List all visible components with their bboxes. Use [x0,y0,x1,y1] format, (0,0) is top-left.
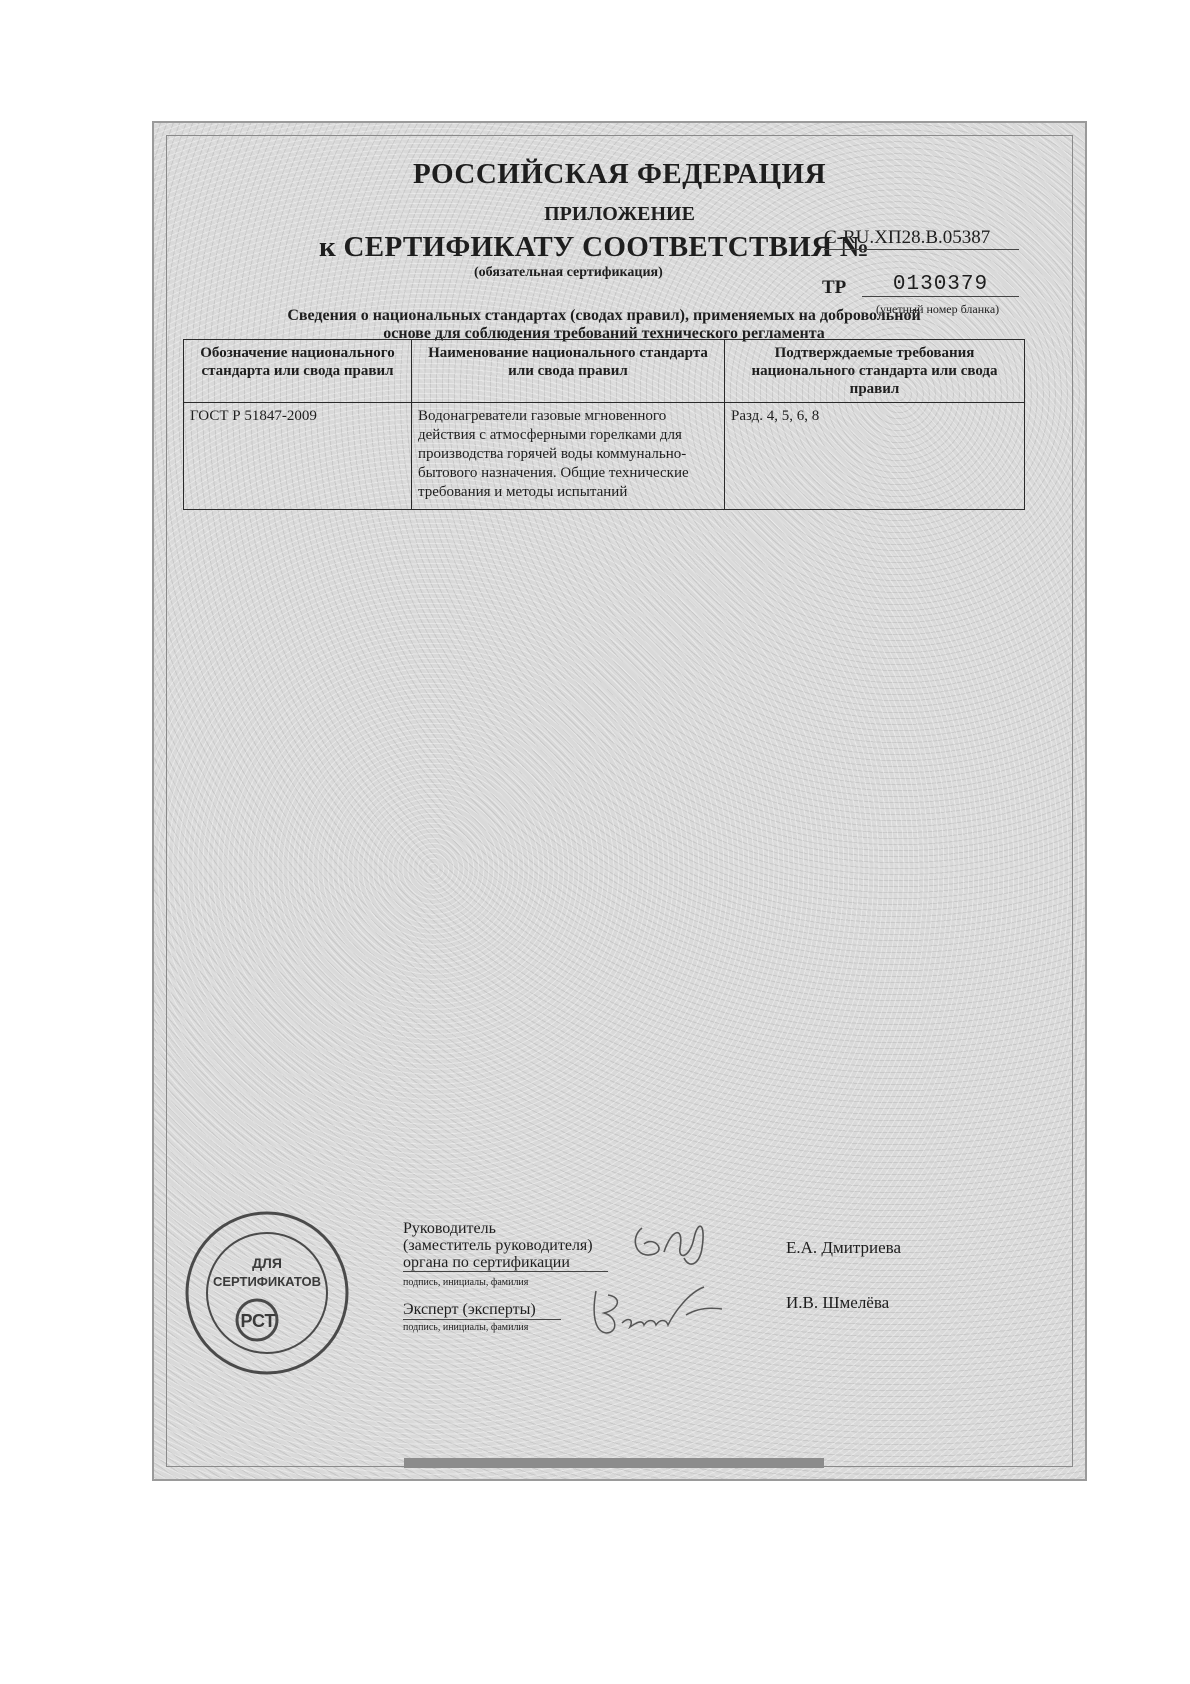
form-number-caption: (учетный номер бланка) [876,302,1000,316]
head-signature-block [403,1220,608,1291]
appendix-title: ПРИЛОЖЕНИЕ [544,203,695,225]
certificate-sheet [152,121,1087,1481]
stamp-text-1: ДЛЯ [252,1255,282,1271]
head-signature-caption: подпись, инициалы, фамилия [403,1277,529,1288]
head-signature-icon [624,1208,734,1273]
table-row [184,403,1025,510]
certificate-number: C-RU.ХП28.В.05387 [824,227,1019,250]
expert-signature-caption: подпись, инициалы, фамилия [403,1322,529,1333]
table-header-row [184,340,1025,403]
head-label-2: (заместитель руководителя) [403,1237,593,1254]
form-number: 0130379 [862,273,1019,297]
tr-label: ТР [822,277,847,298]
certification-type: (обязательная сертификация) [474,265,663,280]
head-label-3: органа по сертификации [403,1254,608,1272]
expert-signature-block [403,1301,561,1333]
expert-signature-icon [584,1273,744,1343]
head-label-1: Руководитель [403,1220,496,1237]
expert-name: И.В. Шмелёва [786,1293,890,1312]
printer-footer-strip [404,1458,824,1468]
header-designation: Обозначение национального стандарта или свода правил [184,340,412,403]
head-name: Е.А. Дмитриева [786,1238,901,1257]
intro-line-1: Сведения о национальных стандартах (сводах правил), применяемых на добровольной [287,307,921,324]
header-requirements: Подтверждаемые требования национального стандарта или свода правил [725,340,1025,403]
country-title: РОССИЙСКАЯ ФЕДЕРАЦИЯ [412,158,827,190]
intro-text [234,307,974,343]
cell-designation: ГОСТ Р 51847-2009 [184,403,412,510]
standards-table [183,339,1025,510]
stamp-logo: РСТ [240,1311,276,1331]
stamp-text-2: СЕРТИФИКАТОВ [212,1274,322,1289]
cell-name: Водонагреватели газовые мгновенного действия с атмосферными горелками для производства горячей воды коммунально-бытового назначения. Общие технические требования и методы испытаний [412,403,725,510]
intro-line-2: основе для соблюдения требований технического регламента [383,325,825,342]
certification-stamp-icon [182,1208,352,1378]
expert-label: Эксперт (эксперты) [403,1301,561,1320]
cell-requirements: Разд. 4, 5, 6, 8 [725,403,1025,510]
certificate-title: к СЕРТИФИКАТУ СООТВЕТСТВИЯ № [319,231,870,263]
header-name: Наименование национального стандарта или свода правил [412,340,725,403]
